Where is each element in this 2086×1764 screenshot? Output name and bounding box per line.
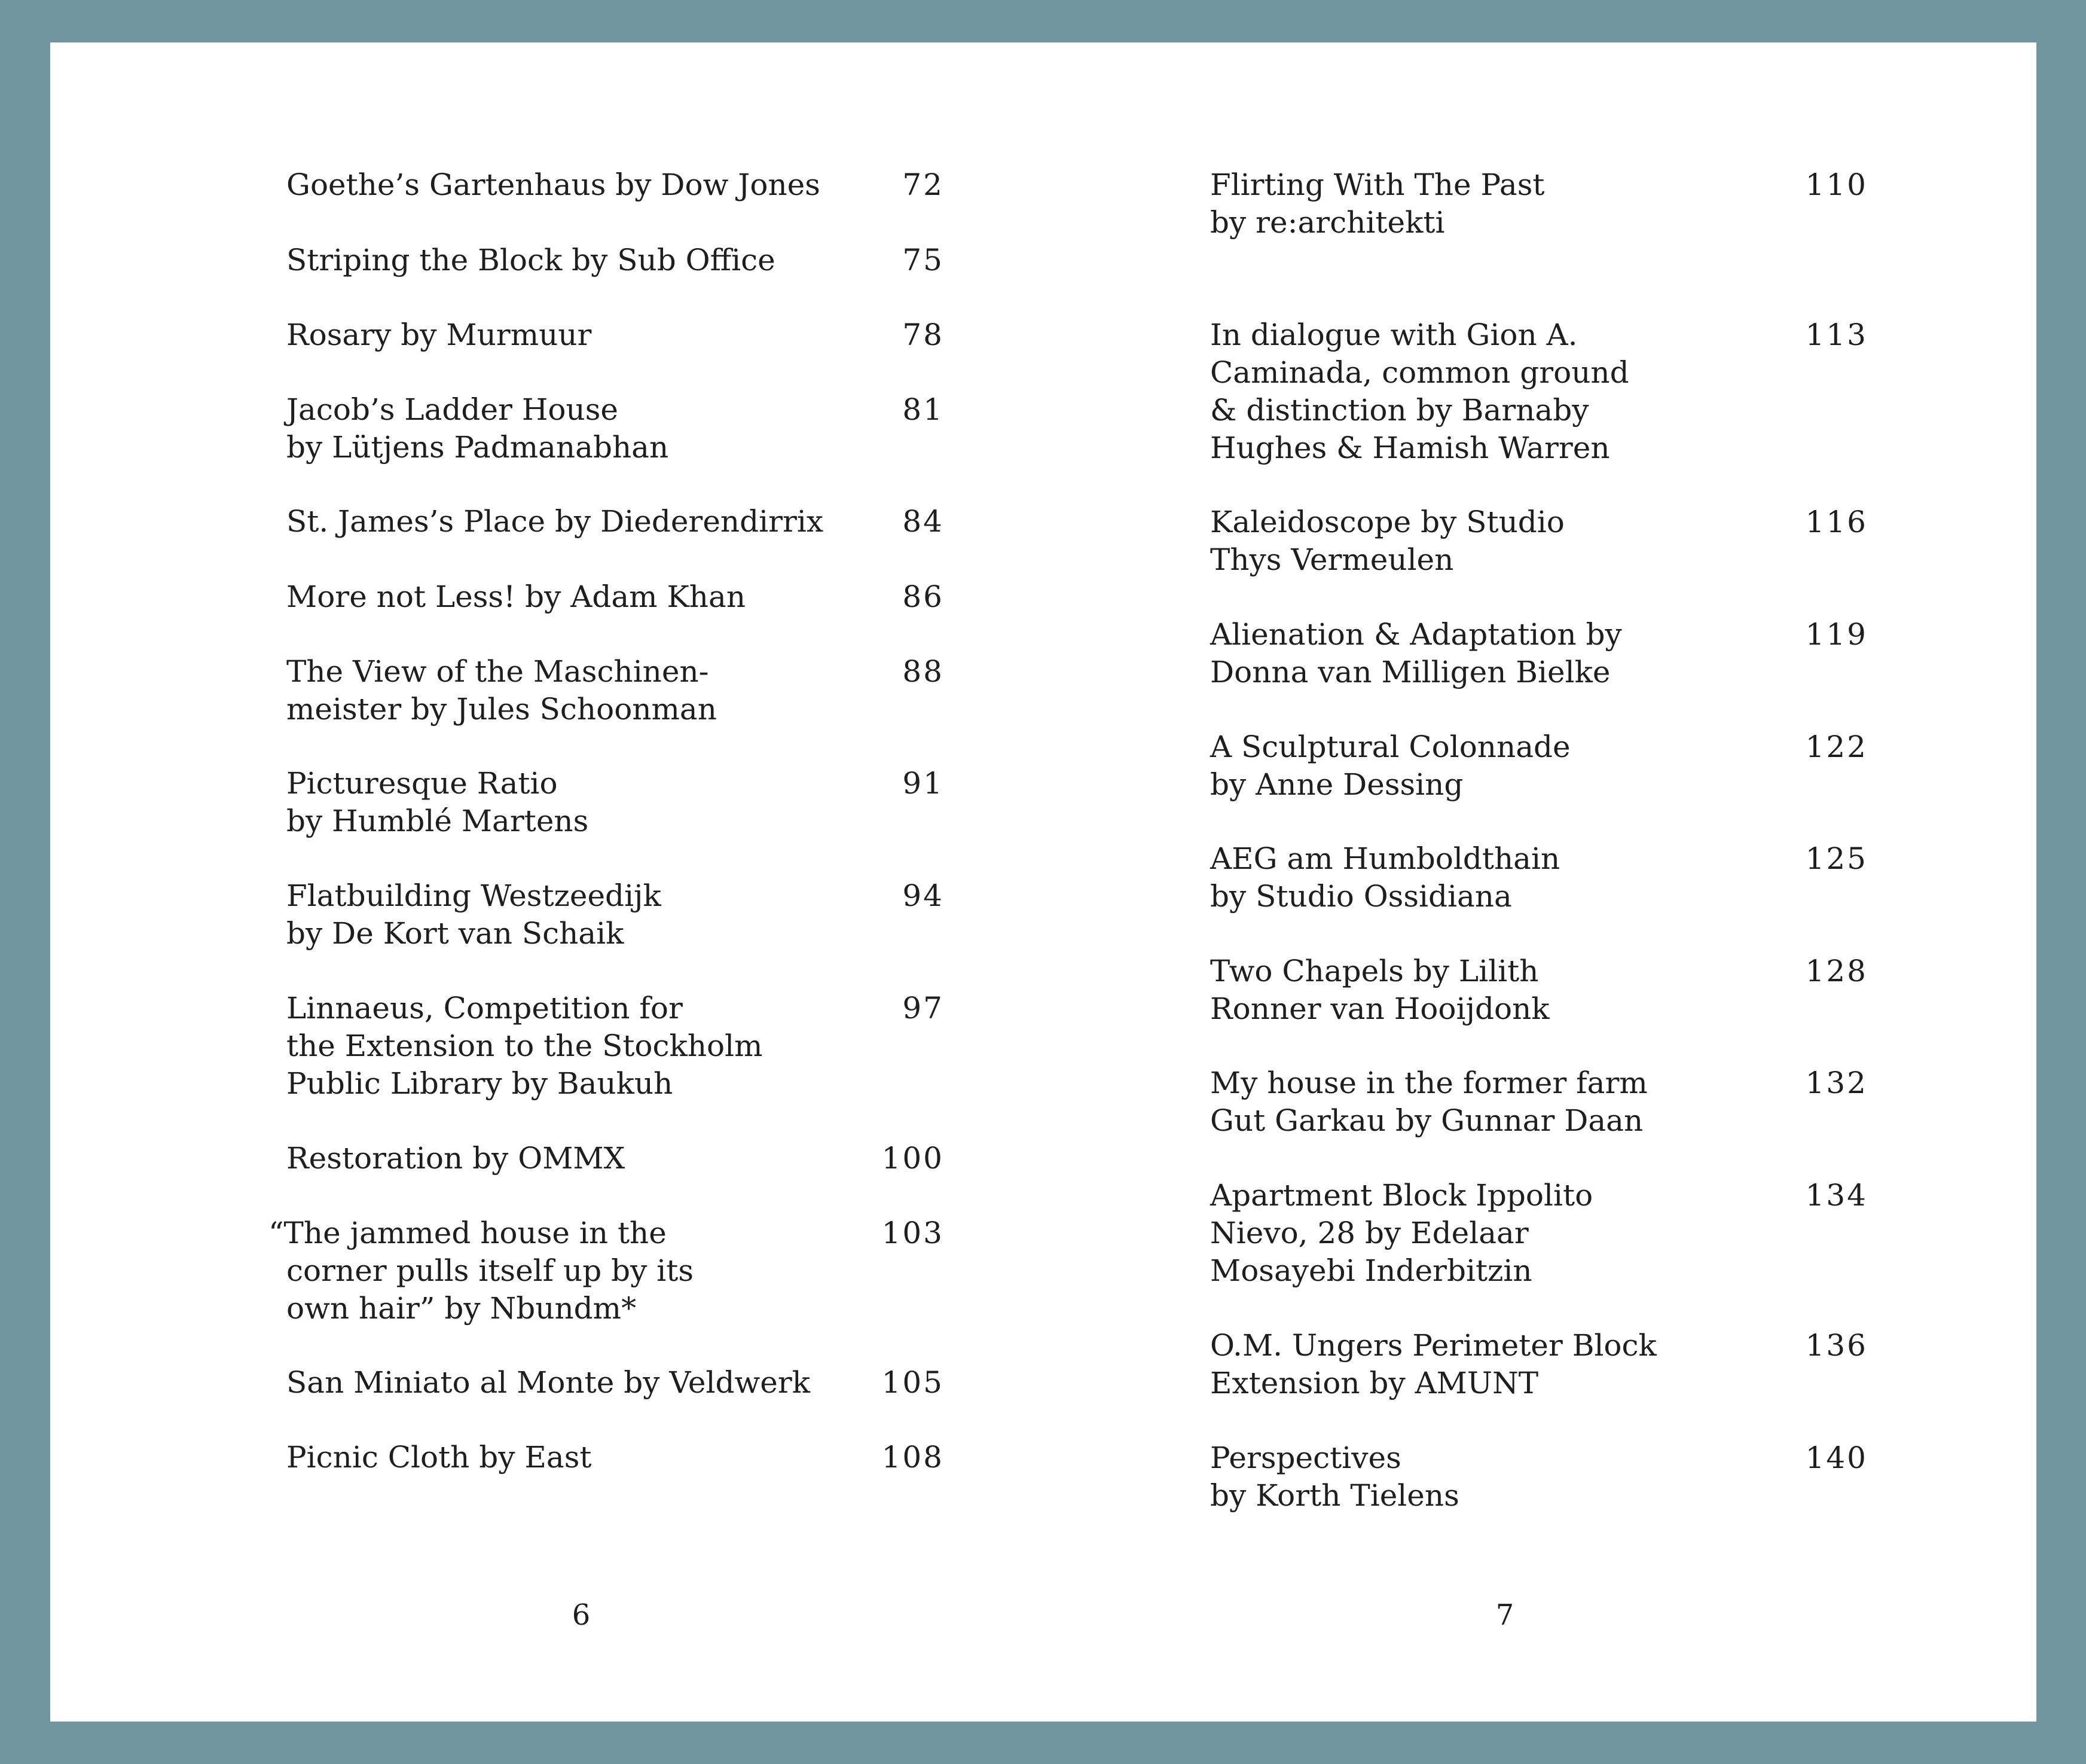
toc-entry <box>1210 1064 1868 1140</box>
toc-entry-page-number: 105 <box>881 1365 944 1400</box>
toc-entry-title-line: by Lütjens Padmanabhan <box>286 430 669 465</box>
toc-entry-page-number: 116 <box>1805 505 1868 539</box>
page-number-right: 7 <box>1495 1598 1514 1632</box>
book-spread <box>50 42 2036 1722</box>
toc-entry <box>286 316 944 354</box>
toc-entry-title <box>1210 1177 1593 1290</box>
toc-entry <box>286 765 944 840</box>
toc-entry <box>1210 616 1868 691</box>
toc-entry <box>286 578 944 616</box>
toc-entry <box>1210 728 1868 804</box>
toc-entry-title-line: In dialogue with Gion A. <box>1210 318 1578 352</box>
toc-entry-title-line: “The jammed house in the <box>268 1216 667 1250</box>
toc-entry-title <box>286 765 588 840</box>
toc-entry-title-line: Picturesque Ratio <box>286 766 558 801</box>
toc-entry-page-number: 78 <box>902 318 944 352</box>
toc-entry-title-line: by Korth Tielens <box>1210 1478 1459 1513</box>
toc-entry-page-number: 81 <box>902 392 944 427</box>
toc-entry-page-number: 103 <box>881 1216 944 1250</box>
toc-entry-title <box>286 653 717 728</box>
toc-entry-page-number: 72 <box>902 167 944 202</box>
toc-entry-title-line: Two Chapels by Lilith <box>1210 954 1539 988</box>
toc-entry-title-line: Ronner van Hooijdonk <box>1210 991 1550 1026</box>
toc-entry <box>1210 503 1868 579</box>
toc-entry-title-line: Flirting With The Past <box>1210 167 1545 202</box>
toc-entry-page-number: 132 <box>1805 1066 1868 1100</box>
toc-entry-title <box>1210 953 1550 1028</box>
toc-entry-title <box>1210 316 1629 467</box>
toc-entry <box>286 877 944 953</box>
toc-entry-title <box>1210 503 1565 579</box>
toc-entry-title-line: AEG am Humboldthain <box>1210 841 1560 876</box>
toc-entry-title <box>1210 840 1560 915</box>
toc-entry-title-line: Rosary by Murmuur <box>286 318 592 352</box>
toc-entry-title <box>286 578 746 616</box>
toc-entry-title-line: Flatbuilding Westzeedijk <box>286 878 661 913</box>
toc-entry-title <box>286 316 591 354</box>
toc-entry-page-number: 134 <box>1805 1178 1868 1213</box>
toc-entry-title <box>1210 1327 1657 1402</box>
toc-entry-title-line: Thys Vermeulen <box>1210 542 1454 577</box>
toc-entry-page-number: 94 <box>902 878 944 913</box>
toc-entry <box>286 1439 944 1476</box>
toc-entry-page-number: 97 <box>902 991 944 1026</box>
toc-entry-title <box>286 877 661 953</box>
toc-entry-title-line: Gut Garkau by Gunnar Daan <box>1210 1103 1644 1138</box>
toc-entry-page-number: 75 <box>902 243 944 277</box>
toc-entry <box>1210 316 1868 467</box>
toc-entry-title-line: Perspectives <box>1210 1441 1401 1475</box>
toc-entry-title-line: Donna van Milligen Bielke <box>1210 655 1611 689</box>
toc-entry-page-number: 122 <box>1805 730 1868 764</box>
toc-entry-title-line: by Humblé Martens <box>286 804 589 838</box>
toc-entry-page-number: 136 <box>1805 1328 1868 1363</box>
toc-entry-title-line: Public Library by Baukuh <box>286 1066 673 1101</box>
toc-entry-title-line: Kaleidoscope by Studio <box>1210 505 1565 539</box>
toc-entry-title-line: Apartment Block Ippolito <box>1210 1178 1593 1213</box>
toc-entry <box>286 990 944 1103</box>
toc-entry <box>286 1364 944 1402</box>
toc-entry-page-number: 88 <box>902 654 944 689</box>
toc-entry-title-line: More not Less! by Adam Khan <box>286 579 746 614</box>
toc-entry <box>1210 1327 1868 1402</box>
toc-entry-title-line: Mosayebi Inderbitzin <box>1210 1253 1532 1288</box>
toc-entry-title-line: meister by Jules Schoonman <box>286 692 717 727</box>
toc-entry-title <box>286 990 763 1103</box>
toc-entry-title-line: Goethe’s Gartenhaus by Dow Jones <box>286 167 820 202</box>
toc-entry-title-line: Hughes & Hamish Warren <box>1210 431 1610 465</box>
toc-entry-title-line: corner pulls itself up by its <box>286 1253 694 1288</box>
toc-entry <box>1210 1439 1868 1515</box>
toc-entry <box>268 1214 944 1327</box>
toc-entry-title-line: San Miniato al Monte by Veldwerk <box>286 1365 811 1400</box>
toc-entry <box>286 166 944 204</box>
toc-entry-page-number: 119 <box>1805 617 1868 652</box>
toc-entry-title <box>286 1140 625 1177</box>
toc-entry-page-number: 140 <box>1805 1441 1868 1475</box>
toc-entry-page-number: 110 <box>1805 167 1868 202</box>
toc-entry <box>1210 840 1868 915</box>
toc-entry-title-line: Picnic Cloth by East <box>286 1440 592 1475</box>
toc-entry-title <box>1210 1064 1648 1140</box>
toc-entry-page-number: 108 <box>881 1440 944 1475</box>
toc-entry-title-line: Linnaeus, Competition for <box>286 991 683 1026</box>
toc-entry-title-line: Jacob’s Ladder House <box>286 392 618 427</box>
toc-entry-page-number: 100 <box>881 1141 944 1176</box>
toc-entry-title <box>286 503 823 541</box>
toc-entry-title-line: the Extension to the Stockholm <box>286 1029 763 1063</box>
toc-entry-page-number: 91 <box>902 766 944 801</box>
toc-entry-title-line: Nievo, 28 by Edelaar <box>1210 1216 1529 1250</box>
page-number-left: 6 <box>572 1598 591 1632</box>
toc-entry-title-line: by De Kort van Schaik <box>286 916 624 951</box>
toc-entry <box>1210 953 1868 1028</box>
toc-entry <box>286 653 944 728</box>
toc-entry-title-line: & distinction by Barnaby <box>1210 393 1589 428</box>
toc-entry-title <box>1210 616 1622 691</box>
toc-entry-title <box>1210 728 1571 804</box>
toc-entry-title-line: Caminada, common ground <box>1210 355 1629 390</box>
toc-entry-title-line: The View of the Maschinen- <box>286 654 709 689</box>
toc-entry-page-number: 128 <box>1805 954 1868 988</box>
toc-entry-title-line: by re:architekti <box>1210 205 1445 240</box>
toc-entry-title <box>286 1439 591 1476</box>
toc-entry-title-line: Extension by AMUNT <box>1210 1366 1539 1400</box>
toc-entry-title-line: by Studio Ossidiana <box>1210 879 1512 914</box>
toc-entry-title-line: St. James’s Place by Diederendirrix <box>286 504 824 539</box>
toc-entry-title <box>286 391 668 466</box>
toc-entry-page-number: 86 <box>902 579 944 614</box>
toc-entry <box>286 242 944 279</box>
toc-entry-title-line: by Anne Dessing <box>1210 767 1464 802</box>
toc-entry <box>286 503 944 541</box>
toc-entry-title-line: O.M. Ungers Perimeter Block <box>1210 1328 1657 1363</box>
toc-entry-title-line: Striping the Block by Sub Office <box>286 243 775 277</box>
toc-entry-title <box>1210 166 1544 242</box>
toc-entry-title <box>286 1364 810 1402</box>
toc-entry <box>286 391 944 466</box>
toc-entry-page-number: 113 <box>1805 318 1868 352</box>
toc-entry-title <box>286 166 820 204</box>
toc-entry-title-line: Alienation & Adaptation by <box>1210 617 1622 652</box>
toc-entry-title <box>286 242 775 279</box>
toc-entry-title <box>1210 1439 1459 1515</box>
toc-entry-title-line: own hair” by Nbundm* <box>286 1291 637 1326</box>
toc-entry-page-number: 125 <box>1805 841 1868 876</box>
toc-entry <box>1210 166 1868 242</box>
toc-entry-page-number: 84 <box>902 504 944 539</box>
toc-entry-title-line: Restoration by OMMX <box>286 1141 625 1176</box>
toc-entry-title <box>268 1214 694 1327</box>
toc-entry-title-line: A Sculptural Colonnade <box>1210 730 1571 764</box>
toc-entry <box>1210 1177 1868 1290</box>
toc-entry-title-line: My house in the former farm <box>1210 1066 1648 1100</box>
toc-entry <box>286 1140 944 1177</box>
